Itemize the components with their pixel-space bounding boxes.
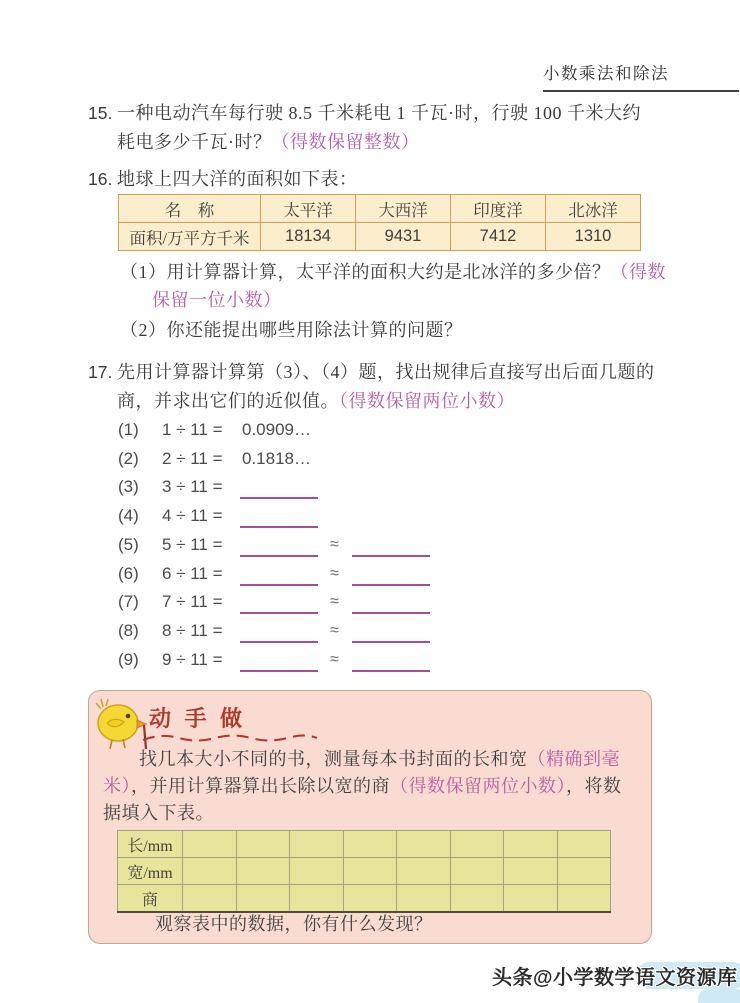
item-label: (5) xyxy=(118,535,139,554)
activity-question: 观察表中的数据，你有什么发现？ xyxy=(155,914,433,934)
q1-number: （1） xyxy=(120,262,167,282)
hands-on-activity-box xyxy=(88,690,652,944)
item-expression: 3 ÷ 11 = xyxy=(162,477,223,496)
wavy-underline-decoration xyxy=(141,731,321,745)
division-item-9 xyxy=(118,650,548,674)
division-item-2 xyxy=(118,449,548,473)
empty-cell xyxy=(397,831,451,858)
approx-symbol: ≈ xyxy=(330,565,339,582)
ocean-table-header-atlantic: 大西洋 xyxy=(356,195,451,223)
division-item-4 xyxy=(118,506,548,530)
division-item-6 xyxy=(118,564,548,588)
table-row xyxy=(119,195,641,223)
problem-17-text: 商，并求出它们的近似值。 xyxy=(117,391,339,411)
empty-cell xyxy=(397,885,451,913)
approx-blank xyxy=(352,555,430,557)
ocean-area-pacific: 18134 xyxy=(261,223,356,251)
empty-cell xyxy=(236,885,290,913)
empty-cell xyxy=(343,885,397,913)
approx-symbol: ≈ xyxy=(330,622,339,639)
instruction-text: ，将数据填入下表。 xyxy=(103,776,622,823)
activity-title: 动 手 做 xyxy=(149,706,247,731)
q2-text: 你还能提出哪些用除法计算的问题？ xyxy=(166,320,463,340)
item-label: (8) xyxy=(118,621,139,640)
division-item-1 xyxy=(118,420,548,444)
answer-blank xyxy=(240,612,318,614)
empty-cell xyxy=(183,885,237,913)
empty-cell xyxy=(290,885,344,913)
item-result: 0.0909… xyxy=(242,420,311,439)
problem-16-intro: 地球上四大洋的面积如下表： xyxy=(117,169,358,189)
item-expression: 7 ÷ 11 = xyxy=(162,592,223,611)
activity-instructions xyxy=(103,746,639,827)
approx-symbol: ≈ xyxy=(330,593,339,610)
item-expression: 2 ÷ 11 = xyxy=(162,449,223,468)
ocean-table-header-arctic: 北冰洋 xyxy=(546,195,641,223)
answer-blank xyxy=(240,526,318,528)
approx-blank xyxy=(352,641,430,643)
item-expression: 9 ÷ 11 = xyxy=(162,650,223,669)
answer-blank xyxy=(240,555,318,557)
item-label: (9) xyxy=(118,650,139,669)
item-label: (6) xyxy=(118,564,139,583)
item-expression: 5 ÷ 11 = xyxy=(162,535,223,554)
answer-blank xyxy=(240,584,318,586)
item-expression: 8 ÷ 11 = xyxy=(162,621,223,640)
empty-cell xyxy=(450,831,504,858)
empty-cell xyxy=(557,885,611,913)
problem-17-line1: 先用计算器计算第（3）、（4）题，找出规律后直接写出后面几题的 xyxy=(117,362,655,382)
problem-16-q1 xyxy=(120,261,666,284)
problem-16-number: 16. xyxy=(88,169,113,189)
problem-15-line2 xyxy=(117,131,420,154)
approx-symbol: ≈ xyxy=(330,651,339,668)
problem-15-note: （得数保留整数） xyxy=(271,132,420,152)
division-item-8 xyxy=(118,621,548,645)
item-result: 0.1818… xyxy=(242,449,311,468)
empty-cell xyxy=(290,858,344,885)
empty-cell xyxy=(557,831,611,858)
division-item-7 xyxy=(118,592,548,616)
q1-note-end: 保留一位小数） xyxy=(152,290,282,310)
instruction-note-2: （得数保留两位小数） xyxy=(390,776,566,796)
problem-16-q2 xyxy=(120,319,463,342)
ocean-table-header-pacific: 太平洋 xyxy=(261,195,356,223)
empty-cell xyxy=(450,885,504,913)
ocean-table-header-name: 名 称 xyxy=(119,195,261,223)
answer-blank xyxy=(240,641,318,643)
row-label-quotient: 商 xyxy=(118,885,183,913)
table-row xyxy=(118,885,611,913)
item-label: (4) xyxy=(118,506,139,525)
row-label-width: 宽/mm xyxy=(118,858,183,885)
instruction-text: ，并用计算器算出长除以宽的商 xyxy=(131,776,390,796)
q1-text: 用计算器计算，太平洋的面积大约是北冰洋的多少倍？ xyxy=(166,262,611,282)
ocean-area-atlantic: 9431 xyxy=(356,223,451,251)
table-row xyxy=(118,831,611,858)
watermark-highlight-corner xyxy=(698,989,740,1003)
instruction-note-1: （精确到毫米） xyxy=(103,749,620,796)
q2-number: （2） xyxy=(120,320,167,340)
chapter-header: 小数乘法和除法 xyxy=(543,60,739,92)
q1-note-start: （得数 xyxy=(610,262,666,282)
problem-17-line2 xyxy=(117,390,515,413)
empty-cell xyxy=(236,831,290,858)
item-label: (3) xyxy=(118,477,139,496)
item-expression: 6 ÷ 11 = xyxy=(162,564,223,583)
answer-blank xyxy=(240,497,318,499)
item-expression: 1 ÷ 11 = xyxy=(162,420,223,439)
problem-15-question: 耗电多少千瓦·时？ xyxy=(117,132,272,152)
empty-cell xyxy=(343,831,397,858)
approx-blank xyxy=(352,584,430,586)
ocean-area-arctic: 1310 xyxy=(546,223,641,251)
empty-cell xyxy=(183,831,237,858)
problem-17-note: （得数保留两位小数） xyxy=(339,391,515,411)
answer-blank xyxy=(240,670,318,672)
instruction-text: 找几本大小不同的书，测量每本书封面的长和宽 xyxy=(139,749,528,769)
empty-cell xyxy=(343,858,397,885)
empty-cell xyxy=(397,858,451,885)
row-label-length: 长/mm xyxy=(118,831,183,858)
item-label: (7) xyxy=(118,592,139,611)
empty-cell xyxy=(236,858,290,885)
problem-15-line1: 一种电动汽车每行驶 8.5 千米耗电 1 千瓦·时，行驶 100 千米大约 xyxy=(117,103,641,123)
empty-cell xyxy=(183,858,237,885)
empty-cell xyxy=(290,831,344,858)
division-item-3 xyxy=(118,477,548,501)
empty-cell xyxy=(450,858,504,885)
item-label: (2) xyxy=(118,449,139,468)
table-row xyxy=(118,858,611,885)
ocean-table-header-indian: 印度洋 xyxy=(451,195,546,223)
approx-symbol: ≈ xyxy=(330,536,339,553)
ocean-area-indian: 7412 xyxy=(451,223,546,251)
empty-cell xyxy=(504,831,558,858)
approx-blank xyxy=(352,670,430,672)
empty-cell xyxy=(557,858,611,885)
problem-15-number: 15. xyxy=(88,103,113,123)
table-row xyxy=(119,223,641,251)
division-item-5 xyxy=(118,535,548,559)
ocean-area-table xyxy=(118,194,641,251)
ocean-table-row-label: 面积/万平方千米 xyxy=(119,223,261,251)
item-label: (1) xyxy=(118,420,139,439)
empty-cell xyxy=(504,858,558,885)
measurement-table xyxy=(117,830,611,913)
problem-17-number: 17. xyxy=(88,362,113,382)
approx-blank xyxy=(352,612,430,614)
empty-cell xyxy=(504,885,558,913)
item-expression: 4 ÷ 11 = xyxy=(162,506,223,525)
watermark: 头条@小学数学语文资源库 xyxy=(492,967,738,989)
